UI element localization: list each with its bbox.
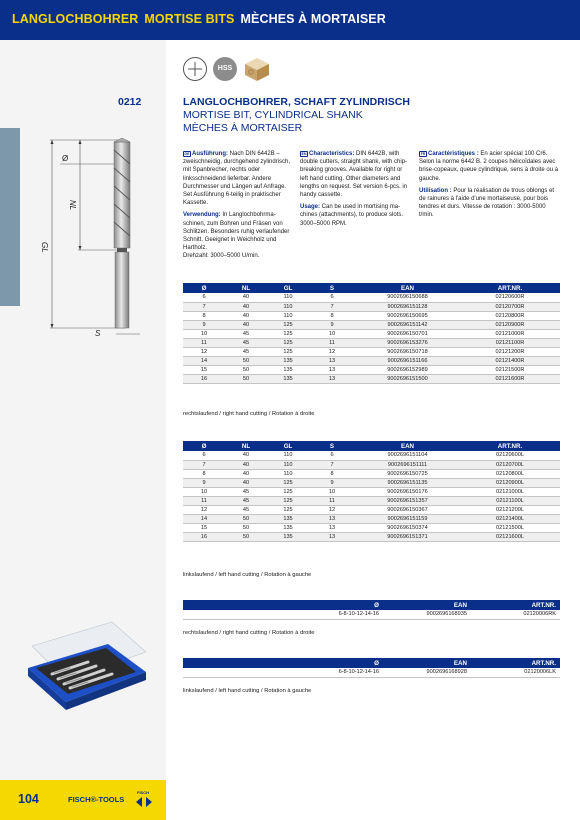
- table-cell: 02121400L: [460, 514, 560, 523]
- table-cell: 9002696151357: [355, 496, 460, 505]
- spec-table-right: [183, 283, 560, 384]
- table-cell: 02120600R: [460, 293, 560, 302]
- set-table-right: [183, 600, 560, 620]
- table-cell: 9002696151104: [355, 451, 460, 460]
- table-cell: 9: [309, 478, 355, 487]
- lang-flag-de: DE: [184, 151, 190, 156]
- column-header: NL: [225, 441, 267, 451]
- table-cell: 11: [309, 496, 355, 505]
- table-cell: 110: [267, 451, 309, 460]
- column-header: ART.NR.: [471, 658, 560, 668]
- table-cell: 7: [183, 460, 225, 469]
- table-cell: 14: [183, 356, 225, 365]
- table-cell: 13: [309, 356, 355, 365]
- table-cell: 02120800L: [460, 469, 560, 478]
- table-cell: 9002696150176: [355, 487, 460, 496]
- table-cell: 9002696152989: [355, 365, 460, 374]
- table-cell: 9002696150367: [355, 505, 460, 514]
- table-cell: 9002696151159: [355, 514, 460, 523]
- table-cell: 50: [225, 532, 267, 541]
- table-cell: 40: [225, 469, 267, 478]
- table-cell: 9002696151135: [355, 478, 460, 487]
- table-cell: 02120700R: [460, 302, 560, 311]
- table-cell: 10: [183, 487, 225, 496]
- table-cell: 13: [309, 532, 355, 541]
- table-row: [183, 514, 560, 523]
- drawing-nl-label: NL: [68, 200, 77, 211]
- cassette-set-image: [22, 606, 152, 716]
- table-cell: 50: [225, 514, 267, 523]
- table-cell: 9: [183, 478, 225, 487]
- header-title: [12, 12, 386, 26]
- table-cell: 8: [183, 469, 225, 478]
- table-cell: 13: [309, 365, 355, 374]
- brand-name: FISCH®-TOOLS: [68, 795, 125, 804]
- table-cell: 02120800R: [460, 311, 560, 320]
- set-table-left: [183, 658, 560, 678]
- column-header: GL: [267, 283, 309, 293]
- table-cell: 8: [309, 311, 355, 320]
- table-cell: 11: [183, 338, 225, 347]
- table-cell: 40: [225, 302, 267, 311]
- note-set-right: rechtslaufend / right hand cutting / Rotation à droite: [183, 630, 315, 636]
- table-cell: 10: [183, 329, 225, 338]
- table-cell: 110: [267, 311, 309, 320]
- table-cell: 12: [309, 505, 355, 514]
- table-cell: 125: [267, 329, 309, 338]
- table-cell: 135: [267, 374, 309, 383]
- table-cell: 125: [267, 338, 309, 347]
- table-cell: 02120700L: [460, 460, 560, 469]
- spec-table-left: [183, 441, 560, 542]
- table-cell: 9002696151500: [355, 374, 460, 383]
- table-cell: 45: [225, 487, 267, 496]
- table-cell: 7: [309, 460, 355, 469]
- table-cell: 45: [225, 496, 267, 505]
- column-header: EAN: [355, 441, 460, 451]
- table-cell: 50: [225, 523, 267, 532]
- table-cell: 14: [183, 514, 225, 523]
- table-cell: 45: [225, 329, 267, 338]
- table-cell: 50: [225, 365, 267, 374]
- mortise-bit-drawing: [40, 130, 160, 350]
- fisch-logo-icon: [134, 788, 154, 808]
- table-cell: 6: [309, 451, 355, 460]
- column-header: EAN: [355, 283, 460, 293]
- article-number: 0212: [118, 96, 142, 108]
- drawing-s-label: S: [95, 329, 101, 338]
- side-tab: [0, 128, 20, 306]
- table-row: [183, 610, 560, 619]
- table-row: [183, 505, 560, 514]
- description-en: EN Characteristics: DIN 6442B, with double cutters, straight shank, with chip-breaking grooves. Available for right or left hand cutting. Other diameters and lengths on request. Set version 6-pcs. in handy cassette. Usage: Can be used in mortising machines (attachments), to produce slots. 3000–5000 RPM.: [300, 151, 408, 227]
- column-header: NL: [225, 283, 267, 293]
- table-cell: 13: [309, 374, 355, 383]
- description-fr: FR Caractéristiques : En acier spécial 100 Cr6. Selon la norme 6442 B. 2 coupes hélicoïdales avec brise-copeaux, queue cylindrique, sens à droite ou à gauche. Utilisation : Pour la réalisation de trous oblongs et de rainures à l'aide d'une mortaiseuse, pour bois tendres et durs. Vitesse de rotation : 3000-5000 t/min.: [419, 151, 559, 219]
- table-cell: 125: [267, 320, 309, 329]
- header-title-de: LANGLOCHBOHRER: [12, 12, 139, 26]
- product-title-fr: MÈCHES À MORTAISER: [183, 122, 303, 134]
- table-cell: 50: [225, 374, 267, 383]
- table-cell: 7: [309, 302, 355, 311]
- table-cell: 02121500R: [460, 365, 560, 374]
- header-title-en: MORTISE BITS: [144, 12, 235, 26]
- table-cell: 13: [309, 523, 355, 532]
- table-cell: 45: [225, 347, 267, 356]
- table-cell: 40: [225, 293, 267, 302]
- table-cell: 12: [309, 347, 355, 356]
- table-cell: 11: [309, 338, 355, 347]
- hss-badge-icon: HSS: [213, 57, 237, 81]
- header-title-fr: MÈCHES À MORTAISER: [240, 12, 386, 26]
- table-cell: 125: [267, 347, 309, 356]
- table-cell: 110: [267, 293, 309, 302]
- table-row: [183, 523, 560, 532]
- column-header: S: [309, 441, 355, 451]
- table-cell: 135: [267, 532, 309, 541]
- table-cell: 9002696150695: [355, 311, 460, 320]
- table-cell: 9002696168928: [383, 668, 471, 677]
- table-cell: 125: [267, 505, 309, 514]
- table-row: [183, 532, 560, 541]
- table-row: [183, 460, 560, 469]
- table-cell: 45: [225, 338, 267, 347]
- table-row: [183, 293, 560, 302]
- table-cell: 13: [309, 514, 355, 523]
- table-cell: 6-8-10-12-14-16: [183, 610, 383, 619]
- table-row: [183, 329, 560, 338]
- description-de: DE Ausführung: Nach DIN 6442B – zweischneidig, durchgehend zylindrisch, mit Spanbrecher, rechts oder linksschneidend lieferbar. Andere Durchmesser und Längen auf Anfrage. Set Ausführung 6-teilig in praktischer Kassette. Verwendung: In Langlochbohrmaschinen, zum Bohren und Fräsen von Schlitzen. Besonders ruhig verlaufender Schnitt. Geeignet in Weichholz und Hartholz. Drehzahl: 3000–5000 U/min.: [183, 151, 291, 260]
- table-cell: 10: [309, 487, 355, 496]
- table-cell: 45: [225, 505, 267, 514]
- table-row: [183, 469, 560, 478]
- table-cell: 8: [309, 469, 355, 478]
- product-title-en: MORTISE BIT, CYLINDRICAL SHANK: [183, 109, 363, 121]
- table-cell: 02121400R: [460, 356, 560, 365]
- lang-flag-en: EN: [301, 151, 307, 156]
- table-cell: 02120006RK: [471, 610, 560, 619]
- table-cell: 15: [183, 365, 225, 374]
- column-header: GL: [267, 441, 309, 451]
- wood-block-icon: [243, 56, 271, 82]
- table-cell: 02120900L: [460, 478, 560, 487]
- table-row: [183, 302, 560, 311]
- table-cell: 135: [267, 514, 309, 523]
- table-header-row: [183, 441, 560, 451]
- table-cell: 02121100L: [460, 496, 560, 505]
- column-header: EAN: [383, 600, 471, 610]
- table-row: [183, 320, 560, 329]
- table-cell: 6-8-10-12-14-16: [183, 668, 383, 677]
- table-row: [183, 487, 560, 496]
- column-header: Ø: [183, 658, 383, 668]
- column-header: Ø: [183, 283, 225, 293]
- table-cell: 40: [225, 478, 267, 487]
- table-row: [183, 451, 560, 460]
- table-cell: 02121000L: [460, 487, 560, 496]
- table-cell: 02120006LK: [471, 668, 560, 677]
- column-header: Ø: [183, 441, 225, 451]
- table-cell: 9002696150374: [355, 523, 460, 532]
- table-cell: 9002696150688: [355, 293, 460, 302]
- table-cell: 135: [267, 523, 309, 532]
- table-cell: 6: [183, 451, 225, 460]
- crosshair-icon: [183, 57, 207, 81]
- table-cell: 9002696151142: [355, 320, 460, 329]
- table-cell: 6: [309, 293, 355, 302]
- column-header: ART.NR.: [460, 441, 560, 451]
- header-bar: [0, 0, 580, 40]
- table-cell: 9002696150725: [355, 469, 460, 478]
- table-cell: 02121200R: [460, 347, 560, 356]
- product-title-de: LANGLOCHBOHRER, SCHAFT ZYLINDRISCH: [183, 96, 410, 108]
- column-header: EAN: [383, 658, 471, 668]
- table-cell: 9002696151371: [355, 532, 460, 541]
- table-cell: 40: [225, 460, 267, 469]
- table-cell: 16: [183, 532, 225, 541]
- table-cell: 8: [183, 311, 225, 320]
- table-cell: 9002696153276: [355, 338, 460, 347]
- table-row: [183, 347, 560, 356]
- table-row: [183, 496, 560, 505]
- table-cell: 125: [267, 496, 309, 505]
- table-cell: 110: [267, 302, 309, 311]
- table-cell: 135: [267, 365, 309, 374]
- table-cell: 50: [225, 356, 267, 365]
- page-number: 104: [18, 792, 39, 806]
- table-cell: 9002696168935: [383, 610, 471, 619]
- column-header: Ø: [183, 600, 383, 610]
- table-cell: 110: [267, 469, 309, 478]
- table-row: [183, 668, 560, 677]
- table-cell: 9: [183, 320, 225, 329]
- table-cell: 02121100R: [460, 338, 560, 347]
- note-right-hand: rechtslaufend / right hand cutting / Rotation à droite: [183, 411, 315, 417]
- table-cell: 40: [225, 320, 267, 329]
- table-cell: 9002696151128: [355, 302, 460, 311]
- table-header-row: [183, 283, 560, 293]
- table-cell: 16: [183, 374, 225, 383]
- table-cell: 02121000R: [460, 329, 560, 338]
- column-header: ART.NR.: [460, 283, 560, 293]
- table-cell: 12: [183, 505, 225, 514]
- table-header-row: [183, 600, 560, 610]
- table-cell: 9002696150701: [355, 329, 460, 338]
- table-row: [183, 356, 560, 365]
- table-cell: 12: [183, 347, 225, 356]
- table-row: [183, 311, 560, 320]
- table-row: [183, 338, 560, 347]
- table-cell: 02121600R: [460, 374, 560, 383]
- table-cell: 9002696151166: [355, 356, 460, 365]
- table-row: [183, 478, 560, 487]
- table-cell: 02120900R: [460, 320, 560, 329]
- table-cell: 02120600L: [460, 451, 560, 460]
- note-left-hand: linkslaufend / left hand cutting / Rotation à gauche: [183, 572, 312, 578]
- table-header-row: [183, 658, 560, 668]
- table-cell: 02121600L: [460, 532, 560, 541]
- table-cell: 02121200L: [460, 505, 560, 514]
- table-cell: 125: [267, 487, 309, 496]
- logo-text: FISCH: [137, 790, 149, 795]
- table-cell: 9002696150718: [355, 347, 460, 356]
- table-cell: 6: [183, 293, 225, 302]
- table-cell: 9002696151111: [355, 460, 460, 469]
- table-cell: 10: [309, 329, 355, 338]
- table-cell: 7: [183, 302, 225, 311]
- lang-flag-fr: FR: [420, 151, 426, 156]
- table-row: [183, 365, 560, 374]
- column-header: S: [309, 283, 355, 293]
- column-header: ART.NR.: [471, 600, 560, 610]
- table-cell: 15: [183, 523, 225, 532]
- drawing-gl-label: GL: [40, 242, 49, 253]
- table-cell: 11: [183, 496, 225, 505]
- table-cell: 135: [267, 356, 309, 365]
- drawing-diameter-label: Ø: [62, 154, 69, 163]
- table-row: [183, 374, 560, 383]
- table-cell: 125: [267, 478, 309, 487]
- table-cell: 02121500L: [460, 523, 560, 532]
- table-cell: 9: [309, 320, 355, 329]
- table-cell: 110: [267, 460, 309, 469]
- table-cell: 40: [225, 311, 267, 320]
- note-set-left: linkslaufend / left hand cutting / Rotation à gauche: [183, 688, 312, 694]
- table-cell: 40: [225, 451, 267, 460]
